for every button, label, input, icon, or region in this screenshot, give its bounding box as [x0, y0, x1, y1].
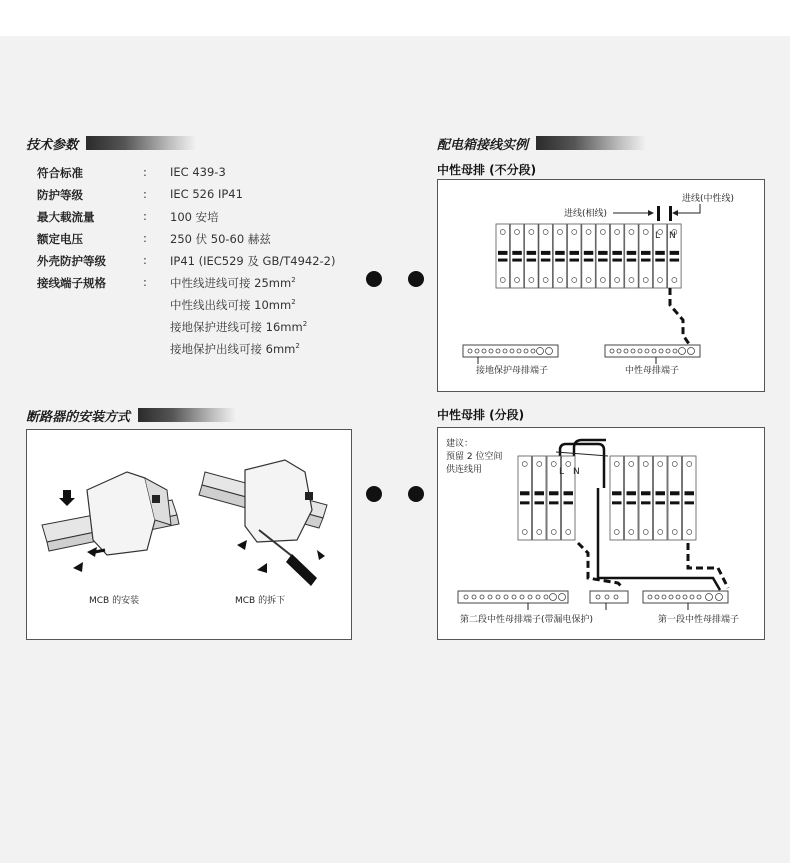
mark-l: L — [559, 467, 565, 477]
section-title-tech-text: 技术参数 — [26, 137, 79, 153]
section-title-install-text: 断路器的安装方式 — [26, 409, 131, 425]
breaker-module — [596, 224, 610, 288]
spec-value: 250 伏 50-60 赫兹 — [170, 232, 271, 246]
spec-value: 中性线进线可接 $25mm^2$ — [170, 276, 296, 290]
dot-icon — [408, 486, 424, 502]
breaker-row-divided — [518, 456, 696, 540]
label-neutral: 中性母排端子 — [625, 366, 680, 376]
connector-dots — [366, 486, 424, 502]
spec-value: IEC 526 IP41 — [170, 187, 243, 201]
spec-value: 接地保护进线可接 $16mm^2$ — [170, 320, 308, 334]
section-title-tech — [26, 133, 196, 153]
breaker-module — [668, 456, 682, 540]
spec-label: 防护等级 — [37, 188, 83, 202]
label-phase-in: 进线(相线) — [564, 209, 608, 219]
breaker-row — [496, 224, 681, 288]
spec-label: 外壳防护等级 — [37, 254, 106, 268]
diagram-panel-undivided — [437, 179, 765, 392]
mcb-remove-drawing — [199, 460, 327, 586]
spec-colon: : — [143, 231, 147, 245]
section-title-install — [26, 405, 236, 425]
mark-n: N — [573, 467, 580, 477]
caption-remove: MCB 的拆下 — [235, 596, 286, 606]
section-title-wiring — [437, 133, 646, 153]
breaker-module — [533, 456, 547, 540]
breaker-module — [510, 224, 524, 288]
spec-label: 最大载流量 — [37, 210, 95, 224]
spec-colon: : — [143, 253, 147, 267]
breaker-module — [525, 224, 539, 288]
caption-install: MCB 的安装 — [89, 596, 140, 606]
spec-value: IP41 (IEC529 及 GB/T4942-2) — [170, 254, 336, 268]
spec-value: 接地保护出线可接 $6mm^2$ — [170, 342, 300, 356]
label-second: 第二段中性母排端子(带漏电保护) — [460, 615, 594, 625]
note-line-1: 建议： — [446, 439, 474, 449]
dot-icon — [408, 271, 424, 287]
label-earth: 接地保护母排端子 — [476, 366, 549, 376]
title-gradient-bar — [138, 408, 236, 422]
breaker-module — [496, 224, 510, 288]
spec-colon: : — [143, 165, 147, 179]
breaker-module — [639, 224, 653, 288]
title-gradient-bar — [536, 136, 646, 150]
spec-value: 100 安培 — [170, 210, 219, 224]
label-first: 第一段中性母排端子 — [658, 615, 740, 625]
spec-label: 额定电压 — [37, 232, 83, 246]
spec-label: 接线端子规格 — [37, 276, 106, 290]
install-panel — [26, 429, 352, 640]
mark-l: L — [655, 231, 661, 241]
install-illustration — [27, 430, 351, 639]
breaker-module — [625, 456, 639, 540]
breaker-module — [568, 224, 582, 288]
dot-icon — [366, 271, 382, 287]
label-neutral-in: 进线(中性线) — [682, 194, 735, 204]
breaker-module — [654, 456, 668, 540]
spec-colon: : — [143, 275, 147, 289]
breaker-module — [683, 456, 697, 540]
connector-dots — [366, 271, 424, 287]
wiring-diagram-undivided — [438, 180, 764, 391]
breaker-module — [625, 224, 639, 288]
note-line-2: 预留 2 位空间 — [446, 452, 503, 462]
top-band — [0, 0, 790, 36]
breaker-module — [582, 224, 596, 288]
section-title-wiring-text: 配电箱接线实例 — [437, 137, 529, 153]
wiring-diagram-divided — [438, 428, 764, 639]
spec-value: IEC 439-3 — [170, 165, 226, 179]
diagram-panel-divided — [437, 427, 765, 640]
breaker-module — [639, 456, 653, 540]
dot-icon — [366, 486, 382, 502]
spec-colon: : — [143, 187, 147, 201]
spec-value: 中性线出线可接 $10mm^2$ — [170, 298, 296, 312]
note-line-3: 供连线用 — [446, 465, 483, 475]
breaker-module — [610, 224, 624, 288]
mcb-install-drawing — [42, 472, 179, 572]
spec-colon: : — [143, 209, 147, 223]
breaker-module — [539, 224, 553, 288]
breaker-module — [518, 456, 532, 540]
mark-n: N — [669, 231, 676, 241]
breaker-module — [610, 456, 624, 540]
title-gradient-bar — [86, 136, 196, 150]
spec-label: 符合标准 — [37, 166, 83, 180]
subhead-divided: 中性母排 (分段) — [437, 408, 525, 422]
subhead-undivided: 中性母排 (不分段) — [437, 163, 537, 177]
breaker-module — [553, 224, 567, 288]
